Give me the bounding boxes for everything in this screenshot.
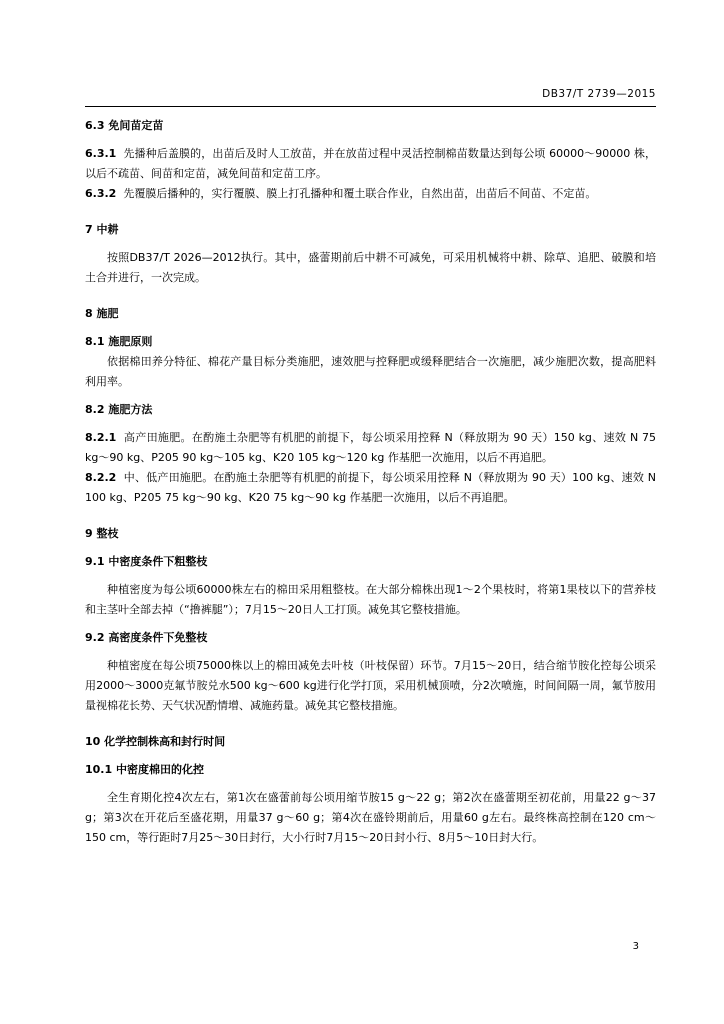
section-9-heading: 9 整枝 <box>85 527 119 540</box>
clause-text: 高产田施肥。在酌施土杂肥等有机肥的前提下，每公顷采用控释 N（释放期为 90 天）150 kg、速效 N 75 kg～90 kg、P205 90 kg～105 kg、K20 105 kg～120 kg 作基肥一次施用，以后不再追肥。 <box>85 431 656 464</box>
paragraph-8-1: 依据棉田养分特征、棉花产量目标分类施肥，速效肥与控释肥或缓释肥结合一次施肥，减少施肥次数，提高肥料利用率。 <box>85 355 656 388</box>
paragraph-9-2: 种植密度在每公顷75000株以上的棉田减免去叶枝（叶枝保留）环节。7月15～20日，结合缩节胺化控每公顷采用2000～3000克氟节胺兑水500 kg～600 kg进行化学打顶，采用机械顶喷，分2次喷施，时间间隔一周，氟节胺用量视棉花长势、天气状况酌情增、减施药量。减免其它整枝措施。 <box>85 659 656 712</box>
section-7-heading: 7 中耕 <box>85 223 119 236</box>
section-8-heading: 8 施肥 <box>85 307 119 320</box>
clause-text: 先播种后盖膜的，出苗后及时人工放苗，并在放苗过程中灵活控制棉苗数量达到每公顷 60000～90000 株，以后不疏苗、间苗和定苗，减免间苗和定苗工序。 <box>85 147 656 180</box>
paragraph-6-3-2 <box>85 184 656 204</box>
paragraph-8-2-2 <box>85 468 656 508</box>
clause-number: 6.3.2 <box>85 187 117 200</box>
section-8-2-heading: 8.2 施肥方法 <box>85 403 153 416</box>
standard-code: DB37/T 2739—2015 <box>542 88 656 100</box>
clause-number: 6.3.1 <box>85 147 117 160</box>
paragraph-8-2-1 <box>85 428 656 468</box>
section-9-2-heading: 9.2 高密度条件下免整枝 <box>85 631 208 644</box>
page-number: 3 <box>632 941 639 952</box>
paragraph-10-1: 全生育期化控4次左右，第1次在盛蕾前每公顷用缩节胺15 g～22 g；第2次在盛蕾期至初花前，用量22 g～37 g；第3次在开花后至盛花期，用量37 g～60 g；第4次在盛铃期前后，用量60 g左右。最终株高控制在120 cm～150 cm，等行距时7月25～30日封行，大小行时7月15～20日封小行、8月5～10日封大行。 <box>85 791 656 844</box>
section-9-1-heading: 9.1 中密度条件下粗整枝 <box>85 555 208 568</box>
section-10-heading: 10 化学控制株高和封行时间 <box>85 735 226 748</box>
paragraph-6-3-1 <box>85 144 656 184</box>
section-8-1-heading: 8.1 施肥原则 <box>85 335 153 348</box>
clause-text: 中、低产田施肥。在酌施土杂肥等有机肥的前提下，每公顷采用控释 N（释放期为 90 天）100 kg、速效 N 100 kg、P205 75 kg～90 kg、K20 75 kg～90 kg 作基肥一次施用，以后不再追肥。 <box>85 471 656 504</box>
section-6-3-heading: 6.3 免间苗定苗 <box>85 119 164 132</box>
clause-number: 8.2.2 <box>85 471 117 484</box>
document-body <box>85 116 656 848</box>
section-10-1-heading: 10.1 中密度棉田的化控 <box>85 763 204 776</box>
paragraph-7: 按照DB37/T 2026—2012执行。其中，盛蕾期前后中耕不可减免，可采用机械将中耕、除草、追肥、破膜和培土合并进行，一次完成。 <box>85 251 656 284</box>
clause-number: 8.2.1 <box>85 431 117 444</box>
header-rule <box>85 106 656 107</box>
clause-text: 先覆膜后播种的，实行覆膜、膜上打孔播种和覆土联合作业，自然出苗，出苗后不间苗、不定苗。 <box>123 187 597 200</box>
paragraph-9-1: 种植密度为每公顷60000株左右的棉田采用粗整枝。在大部分棉株出现1～2个果枝时，将第1果枝以下的营养枝和主茎叶全部去掉（“撸裤腿”）；7月15～20日人工打顶。减免其它整枝措施。 <box>85 583 656 616</box>
